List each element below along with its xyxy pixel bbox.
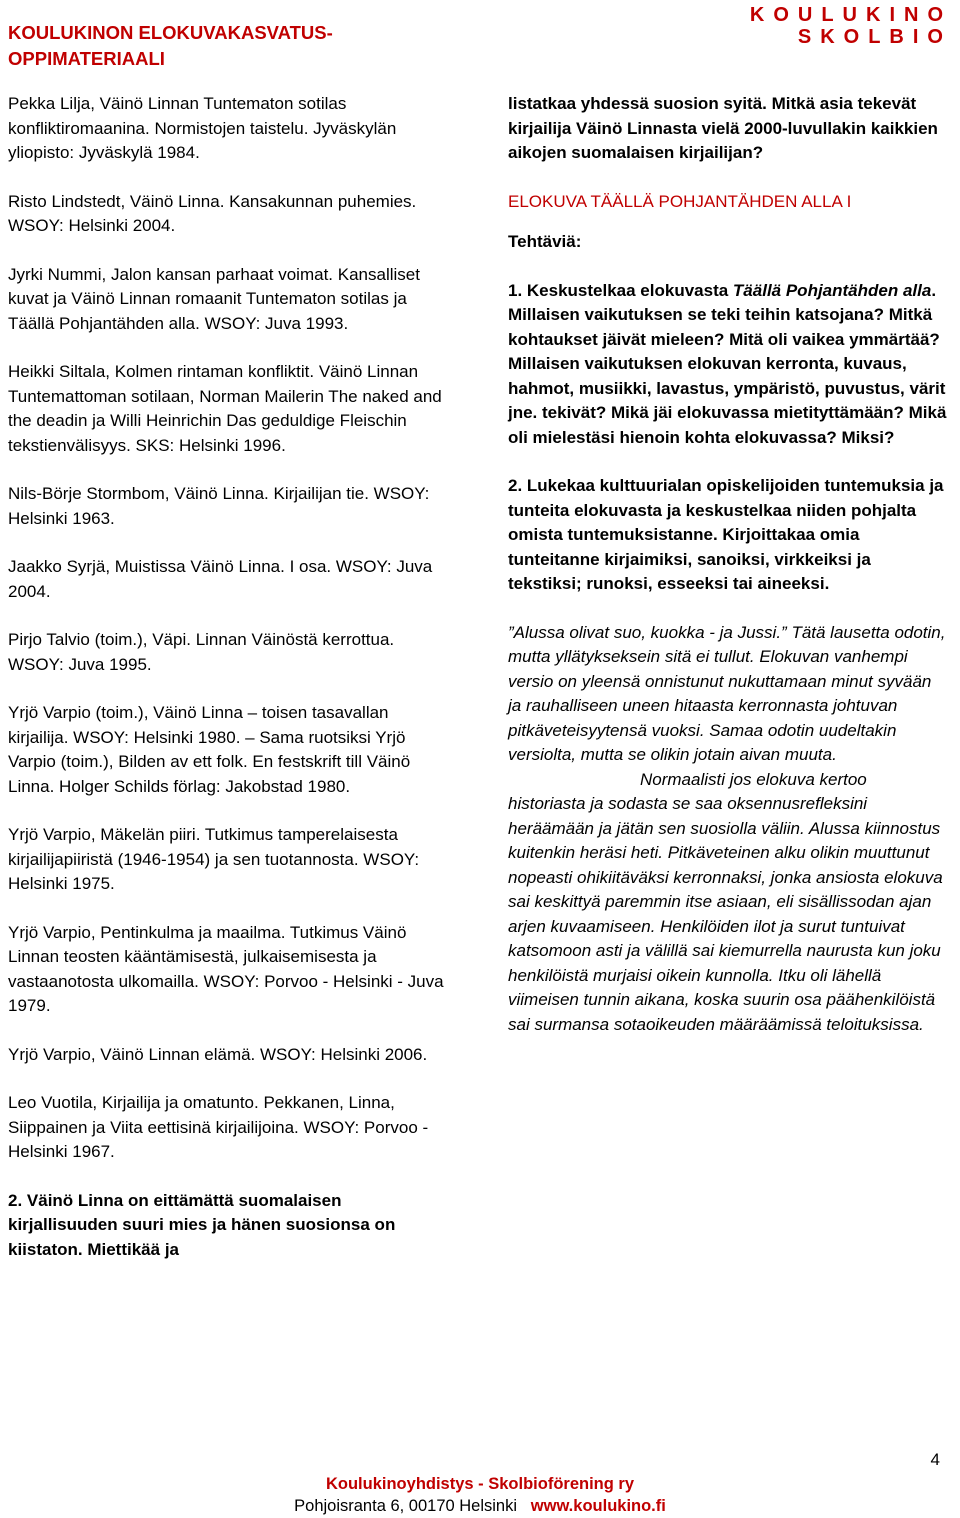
bibliography-item: Jaakko Syrjä, Muistissa Väinö Linna. I osa. WSOY: Juva 2004. <box>8 557 433 601</box>
footer-address: Pohjoisranta 6, 00170 Helsinki <box>294 1497 518 1515</box>
section-heading: ELOKUVA TÄÄLLÄ POHJANTÄHDEN ALLA I <box>508 191 852 211</box>
reflection-paragraph-2: Normaalisti jos elokuva kertoo historiasta ja sodasta se saa oksennusrefleksini heräämään ja jätän sen suosiolla väliin. Alussa kiinnostus kuitenkin heräsi heti. Pitkäveteinen alku olikin muuttunut nopeasti ohikiitäväksi kerronnaksi, jonka ansiosta elokuva sai keskittyä paremmin itse asiaan, eli sisällissodan ajan arjen kuvaamiseen. Henkilöiden ilot ja surut tuntuivat katsomoon asti ja välillä sai kiemurrella naurusta kun joku henkilöistä murjaisi oikein kunnolla. Itku oli lähellä viimeisen tunnin aikana, koska suurin osa päähenkilöistä sai surmansa sotaoikeuden määräämissä teloituksissa. <box>508 769 943 1034</box>
page-number: 4 <box>930 1450 940 1469</box>
tasks-label: Tehtäviä: <box>508 232 582 251</box>
bibliography-item: Risto Lindstedt, Väinö Linna. Kansakunnan puhemies. WSOY: Helsinki 2004. <box>8 191 417 235</box>
logo-line-1: KOULUKINO <box>749 4 952 26</box>
bibliography-item: Heikki Siltala, Kolmen rintaman konfliktit. Väinö Linnan Tuntemattoman sotilaan, Norman Mailerin The naked and the deadin ja Willi Heinrichin Das geduldige Fleischin tekstienvälisyys. SKS: Helsinki 1996. <box>8 362 442 455</box>
task-1 <box>508 279 948 451</box>
bibliography-item: Jyrki Nummi, Jalon kansan parhaat voimat. Kansalliset kuvat ja Väinö Linnan romaanit Tuntematon sotilas ja Täällä Pohjantähden alla. WSOY: Juva 1993. <box>8 264 420 333</box>
task-1-prefix: 1. Keskustelkaa elokuvasta <box>508 280 733 300</box>
bibliography-item: Pekka Lilja, Väinö Linnan Tuntematon sotilas konfliktiromaanina. Normistojen taistelu. Jyväskylän yliopisto: Jyväskylä 1984. <box>8 94 397 162</box>
reflection-paragraph-1: ”Alussa olivat suo, kuokka - ja Jussi.” Tätä lausetta odotin, mutta yllätykseksein sitä ei tullut. Elokuvan vanhempi versio on yleensä onnistunut nukuttamaan minut syvään ja rauhalliseen uneen hitaasta kerronnasta johtuvan pitkäveteisyytensä vuoksi. Samaa odotin uudeltakin versiolta, mutta se olikin jotain aivan muuta. <box>508 622 946 764</box>
bibliography-item: Yrjö Varpio, Pentinkulma ja maailma. Tutkimus Väinö Linnan teosten kääntämisestä, julkaisemisesta ja vastaanotosta ulkomailla. WSOY: Porvoo - Helsinki - Juva 1979. <box>8 922 444 1015</box>
task-1-rest: . Millaisen vaikutuksen se teki teihin katsojana? Mitkä kohtaukset jäivät mieleen? Mitä oli vaikea ymmärtää? Millaisen vaikutuksen elokuvan kerronta, kuvaus, hahmot, musiikki, lavastus, ympäristö, puvustus, värit jne. tekivät? Mikä jäi elokuvassa mietityttämään? Mikä oli mielestäsi hienoin kohta elokuvassa? Miksi? <box>508 280 947 447</box>
bibliography-item: Nils-Börje Stormbom, Väinö Linna. Kirjailijan tie. WSOY: Helsinki 1963. <box>8 484 430 528</box>
student-reflection <box>508 621 948 1038</box>
left-column <box>8 92 448 1286</box>
film-title: Täällä Pohjantähden alla <box>732 280 932 300</box>
page-footer <box>0 1473 960 1517</box>
document-header-title: KOULUKINON ELOKUVAKASVATUS-OPPIMATERIAALI <box>8 22 333 69</box>
footer-organization: Koulukinoyhdistys - Skolbioförening ry <box>325 1475 635 1493</box>
bibliography-item: Yrjö Varpio (toim.), Väinö Linna – toisen tasavallan kirjailija. WSOY: Helsinki 1980. – Sama ruotsiksi Yrjö Varpio (toim.), Bilden av ett folk. En festskrift till Väinö Linna. Holger Schilds förlag: Jakobstad 1980. <box>8 703 411 796</box>
task-2-question: 2. Väinö Linna on eittämättä suomalaisen kirjallisuuden suuri mies ja hänen suosionsa on kiistaton. Miettikää ja <box>8 1190 396 1259</box>
bibliography-item: Yrjö Varpio, Mäkelän piiri. Tutkimus tamperelaisesta kirjailijapiiristä (1946-1954) ja sen tuotannosta. WSOY: Helsinki 1975. <box>8 825 420 893</box>
bibliography-item: Pirjo Talvio (toim.), Väpi. Linnan Väinöstä kerrottua. WSOY: Juva 1995. <box>8 630 395 674</box>
bibliography-item: Leo Vuotila, Kirjailija ja omatunto. Pekkanen, Linna, Siippainen ja Viita eettisinä kirjailijoina. WSOY: Porvoo - Helsinki 1967. <box>8 1093 429 1161</box>
task-2b: 2. Lukekaa kulttuurialan opiskelijoiden tuntemuksia ja tunteita elokuvasta ja keskustelkaa niiden pohjalta omista tuntemuksistanne. Kirjoittakaa omia tunteitanne kirjaimiksi, sanoiksi, virkkeiksi ja tekstiksi; runoksi, esseeksi tai aineeksi. <box>508 476 944 593</box>
bibliography-item: Yrjö Varpio, Väinö Linnan elämä. WSOY: Helsinki 2006. <box>8 1044 428 1064</box>
footer-address-line <box>0 1495 960 1517</box>
koulukino-logo <box>692 4 952 48</box>
footer-website-link[interactable]: www.koulukino.fi <box>530 1497 666 1515</box>
logo-line-2: SKOLBIO <box>797 26 952 48</box>
right-column <box>508 92 948 1037</box>
task-2-question-continued: listatkaa yhdessä suosion syitä. Mitkä asia tekevät kirjailija Väinö Linnasta vielä 2000-luvullakin kaikkien aikojen suomalaisen kirjailijan? <box>508 94 938 162</box>
